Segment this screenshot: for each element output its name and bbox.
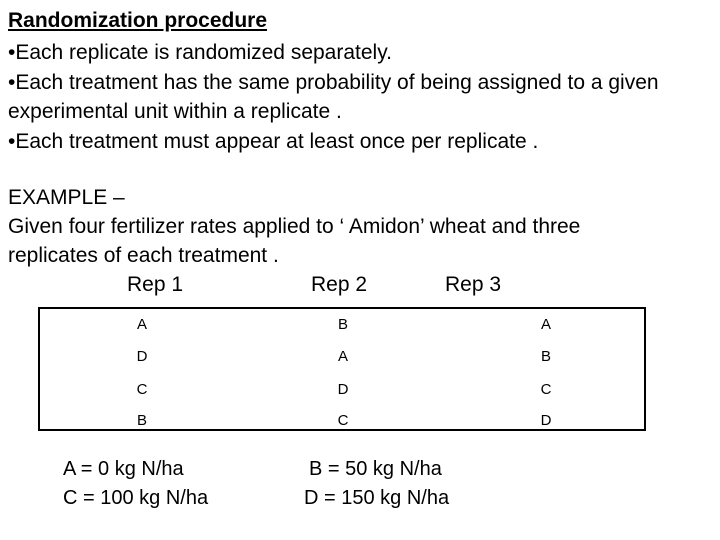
bullet-line-3: experimental unit within a replicate . <box>8 100 342 123</box>
table-cell: D <box>337 381 349 398</box>
table-cell: A <box>337 348 348 365</box>
table-cell: A <box>540 316 551 333</box>
table-cell: C <box>540 381 552 398</box>
table-cell: B <box>337 316 348 333</box>
table-cell: B <box>540 348 551 365</box>
bullet-line-2: •Each treatment has the same probability of being assigned to a given <box>8 71 659 94</box>
legend-c: C = 100 kg N/ha <box>63 487 209 509</box>
legend-d: D = 150 kg N/ha <box>304 487 450 509</box>
rep-header-2: Rep 2 <box>311 273 368 296</box>
example-line-1: Given four fertilizer rates applied to ‘ Amidon’ wheat and three <box>8 215 581 238</box>
bullet-line-1: •Each replicate is randomized separately. <box>8 41 392 64</box>
example-line-2: replicates of each treatment . <box>8 244 279 267</box>
rep-header-3: Rep 3 <box>445 273 502 296</box>
table-cell: D <box>136 348 148 365</box>
page-title: Randomization procedure <box>8 9 268 32</box>
legend-b: B = 50 kg N/ha <box>309 458 442 480</box>
legend-a: A = 0 kg N/ha <box>63 458 184 480</box>
randomization-layout-table <box>38 307 646 431</box>
table-cell: C <box>136 381 148 398</box>
table-cell: B <box>136 412 147 429</box>
table-cell: D <box>540 412 552 429</box>
table-cell: A <box>136 316 147 333</box>
example-label: EXAMPLE – <box>8 186 125 209</box>
rep-header-1: Rep 1 <box>127 273 184 296</box>
bullet-line-4: •Each treatment must appear at least once per replicate . <box>8 130 539 153</box>
table-cell: C <box>337 412 349 429</box>
